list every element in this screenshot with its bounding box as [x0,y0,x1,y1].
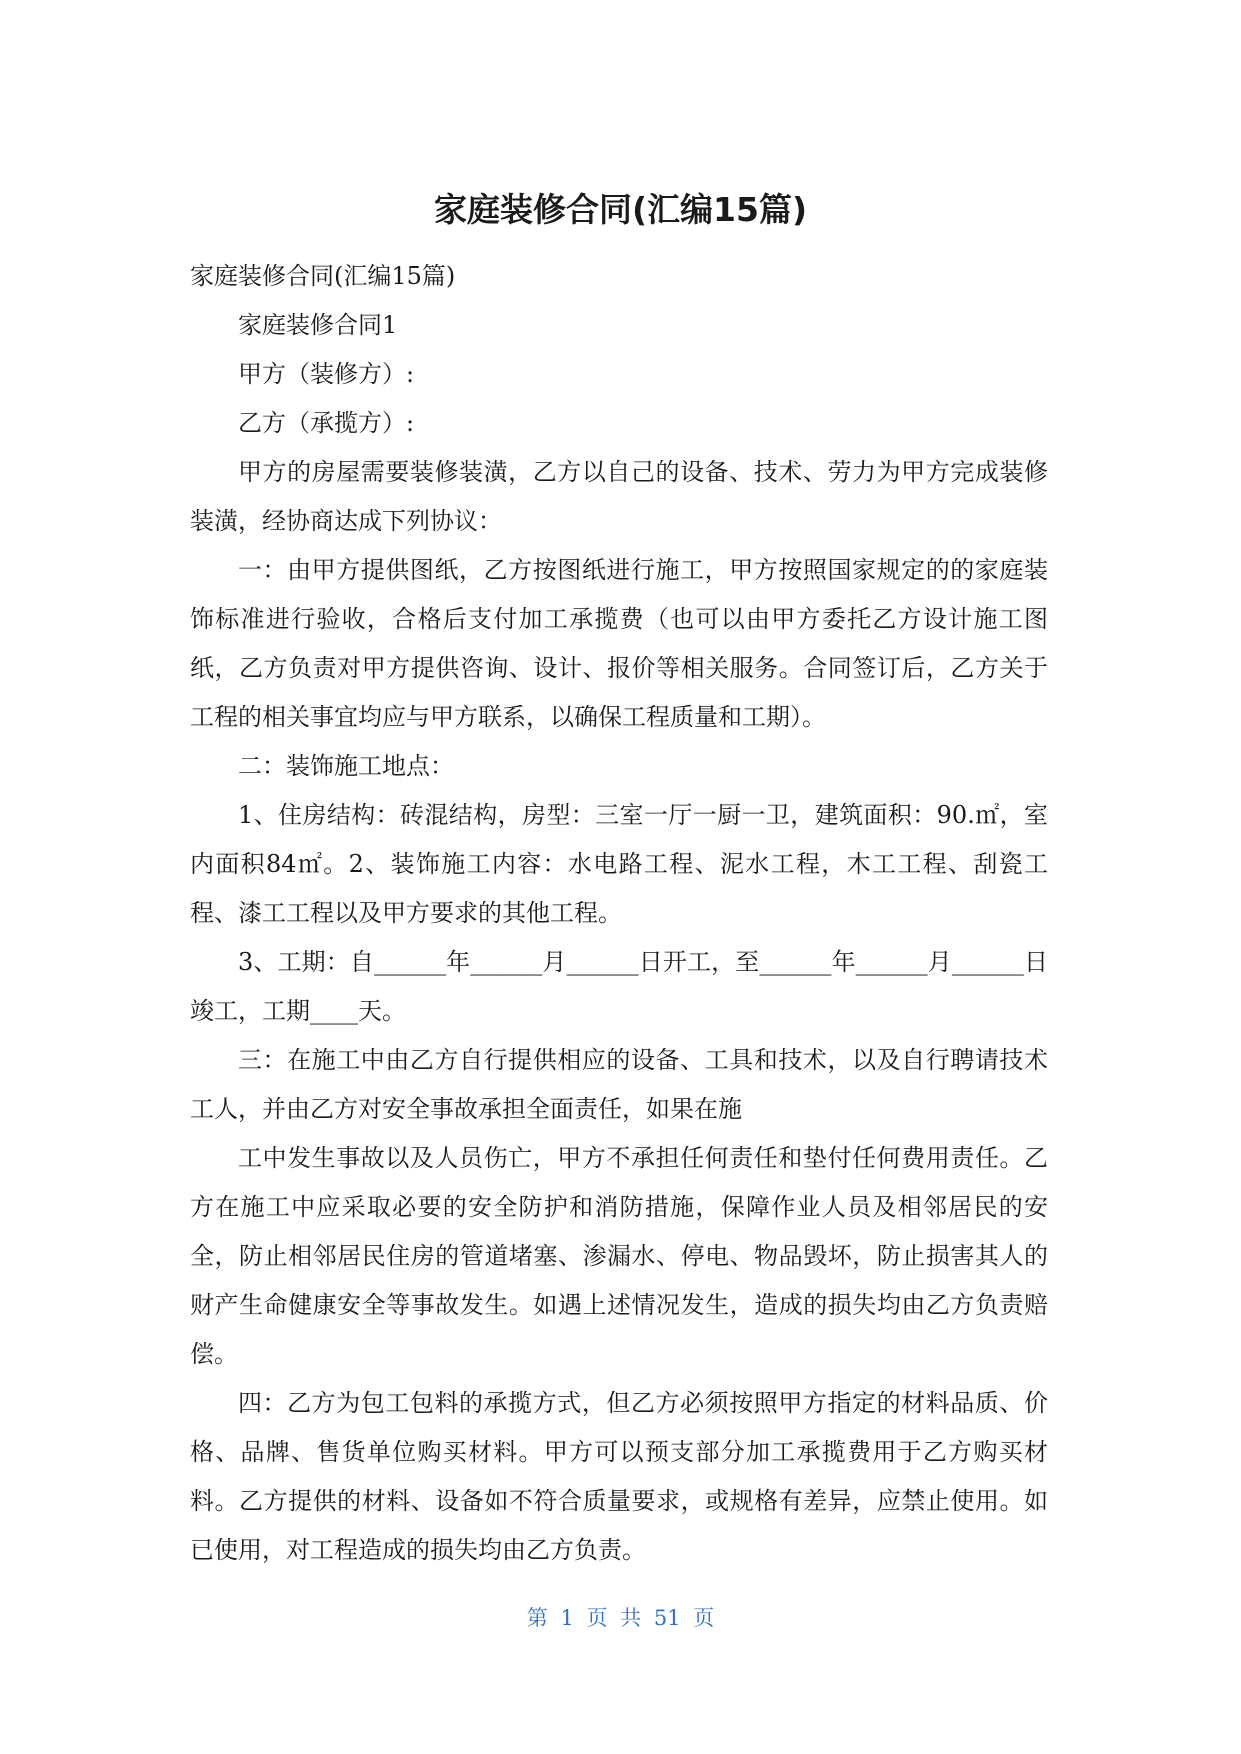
paragraph-party-b: 乙方（承揽方）: [238,409,415,437]
paragraph-clause-3-cont: 工中发生事故以及人员伤亡，甲方不承担任何责任和垫付任何费用责任。乙方在施工中应采取必要的安全防护和消防措施，保障作业人员及相邻居民的安全，防止相邻居民住房的管道堵塞、渗漏水、停电、物品毁坏，防止损害其人的财产生命健康安全等事故发生。如遇上述情况发生，造成的损失均由乙方负责赔偿。 [190,1144,1048,1368]
paragraph-clause-2: 二：装饰施工地点： [238,752,454,780]
page-number-footer: 第 1 页 共 51 页 [526,1606,715,1630]
paragraph-clause-4: 四：乙方为包工包料的承揽方式，但乙方必须按照甲方指定的材料品质、价格、品牌、售货单位购买材料。甲方可以预支部分加工承揽费用于乙方购买材料。乙方提供的材料、设备如不符合质量要求，或规格有差异，应禁止使用。如已使用，对工程造成的损失均由乙方负责。 [190,1389,1048,1564]
document-title: 家庭装修合同(汇编15篇) [433,190,808,229]
paragraph-intro: 甲方的房屋需要装修装潢，乙方以自己的设备、技术、劳力为甲方完成装修装潢，经协商达成下列协议： [190,458,1048,535]
paragraph-contract-heading: 家庭装修合同1 [238,311,398,339]
paragraph-clause-3: 三：在施工中由乙方自行提供相应的设备、工具和技术，以及自行聘请技术工人，并由乙方对安全事故承担全面责任，如果在施 [190,1046,1048,1123]
paragraph-clause-1: 一：由甲方提供图纸，乙方按图纸进行施工，甲方按照国家规定的的家庭装饰标准进行验收，合格后支付加工承揽费（也可以由甲方委托乙方设计施工图纸，乙方负责对甲方提供咨询、设计、报价等相关服务。合同签订后，乙方关于工程的相关事宜均应与甲方联系，以确保工程质量和工期）。 [190,556,1048,731]
paragraph-party-a: 甲方（装修方）: [238,360,415,388]
paragraph-schedule: 3、工期：自______年______月______日开工，至______年______月______日竣工，工期____天。 [190,948,1048,1025]
paragraph-subtitle: 家庭装修合同(汇编15篇) [190,262,456,290]
paragraph-housing: 1、住房结构：砖混结构，房型：三室一厅一厨一卫，建筑面积：90.㎡，室内面积84㎡。2、装饰施工内容：水电路工程、泥水工程，木工工程、刮瓷工程、漆工工程以及甲方要求的其他工程。 [190,801,1048,927]
document-body [190,252,1048,1575]
